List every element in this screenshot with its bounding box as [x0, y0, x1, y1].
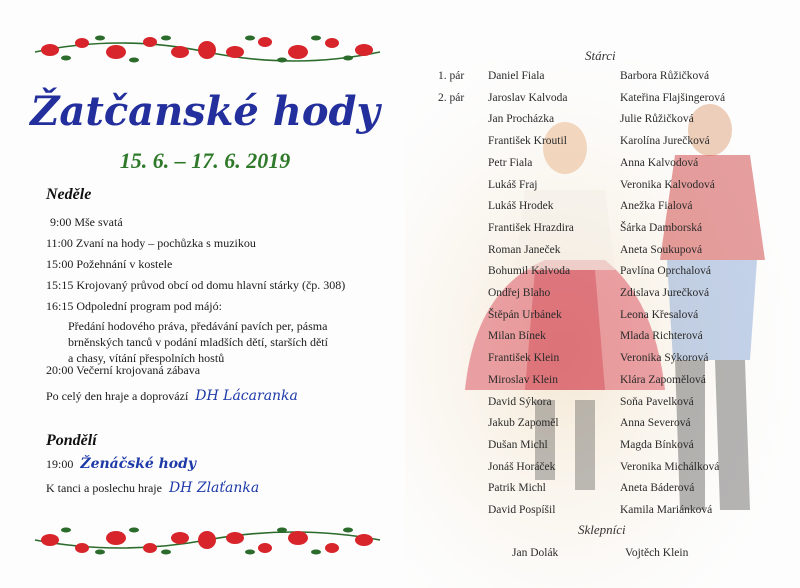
starek-name: Daniel Fiala [488, 70, 545, 82]
folk-ornament-top [30, 30, 385, 70]
band-intro: Po celý den hraje a doprovází [46, 389, 189, 403]
starka-name: Veronika Kalvodová [620, 178, 715, 191]
starka-name: Soňa Pavelková [620, 395, 694, 408]
starka-name: Leona Křesalová [620, 308, 699, 321]
band-name: DH Zlaťanka [168, 480, 260, 496]
starek-name: Milan Bínek [488, 330, 546, 343]
starci-heading: Stárci [585, 48, 616, 63]
schedule-item: 15:15 Krojovaný průvod obcí od domu hlavní stárky (čp. 308) [46, 278, 346, 292]
starek-name: Lukáš Fraj [488, 178, 538, 191]
schedule-item: 9:00 Mše svatá [50, 215, 123, 229]
folk-ornament-bottom [30, 520, 385, 560]
starek-name: Bohumil Kalvoda [488, 265, 571, 278]
monday-band-line [46, 480, 259, 496]
starka-name: Julie Růžičková [620, 113, 694, 126]
monday-event: Ženáčské hody [80, 456, 197, 472]
starek-name: Ondřej Blaho [488, 287, 551, 299]
monday-heading: Pondělí [46, 432, 97, 449]
starka-name: Veronika Sýkorová [620, 352, 709, 365]
starka-name: Aneta Báderová [620, 482, 695, 495]
monday-time: 19:00 [46, 457, 74, 471]
schedule-item: 15:00 Požehnání v kostele [46, 257, 173, 271]
sklepnik-name: Vojtěch Klein [625, 547, 689, 559]
starek-name: Roman Janeček [488, 243, 561, 256]
starka-name: Mlada Richterová [620, 330, 703, 343]
band-intro: K tanci a poslechu hraje [46, 481, 162, 495]
starka-name: Anna Kalvodová [620, 156, 699, 169]
starka-name: Aneta Soukupová [620, 243, 703, 256]
starek-name: David Sýkora [488, 395, 552, 408]
starek-name: Jaroslav Kalvoda [488, 91, 568, 104]
sunday-heading: Neděle [46, 186, 92, 203]
page-title: Žatčanské hody [30, 88, 380, 135]
monday-event-line [46, 456, 196, 472]
program-description: Předání hodového práva, předávání pavích per, pásma brněnských tanců v podání mladších dětí, starších dětí a chasy, vítání přespolních hostů [68, 319, 328, 365]
starka-name: Anežka Fialová [620, 200, 693, 213]
sunday-band-line [46, 388, 298, 404]
sklepnik-name: Jan Dolák [512, 547, 559, 559]
starka-name: Šárka Damborská [620, 221, 703, 234]
starek-name: Štěpán Urbánek [488, 308, 562, 321]
starek-name: František Hrazdira [488, 221, 574, 234]
sklepnici-heading: Sklepníci [578, 522, 626, 537]
pair-number: 1. pár [438, 70, 465, 82]
starek-name: Patrik Michl [488, 482, 546, 495]
starek-name: Jan Procházka [488, 113, 555, 126]
schedule-item: 16:15 Odpolední program pod májó: [46, 299, 222, 313]
starka-name: Anna Severová [620, 417, 691, 430]
starka-name: Karolína Jurečková [620, 135, 710, 148]
starka-name: Veronika Michálková [620, 460, 720, 473]
starka-name: Klára Zapomělová [620, 373, 706, 386]
starek-name: Jonáš Horáček [488, 460, 556, 473]
starek-name: Lukáš Hrodek [488, 200, 554, 213]
starek-name: Jakub Zapoměl [488, 417, 559, 430]
starek-name: František Klein [488, 352, 560, 365]
starka-name: Kateřina Flajšingerová [620, 91, 726, 104]
event-dates: 15. 6. – 17. 6. 2019 [119, 148, 291, 173]
pair-number: 2. pár [438, 91, 465, 104]
starek-name: Miroslav Klein [488, 373, 558, 386]
schedule-item-evening: 20:00 Večerní krojovaná zábava [46, 363, 201, 377]
starek-name: David Pospíšil [488, 504, 556, 516]
starka-name: Pavlína Oprchalová [620, 265, 712, 278]
starek-name: Petr Fiala [488, 156, 533, 169]
starka-name: Magda Bínková [620, 438, 694, 451]
starka-name: Kamila Mariánková [620, 504, 713, 516]
starka-name: Zdislava Jurečková [620, 287, 710, 299]
band-name: DH Lácaranka [195, 388, 298, 404]
starek-name: Dušan Michl [488, 438, 548, 451]
starek-name: František Kroutil [488, 135, 567, 148]
starka-name: Barbora Růžičková [620, 70, 710, 82]
schedule-item: 11:00 Zvaní na hody – pochůzka s muzikou [46, 236, 256, 250]
